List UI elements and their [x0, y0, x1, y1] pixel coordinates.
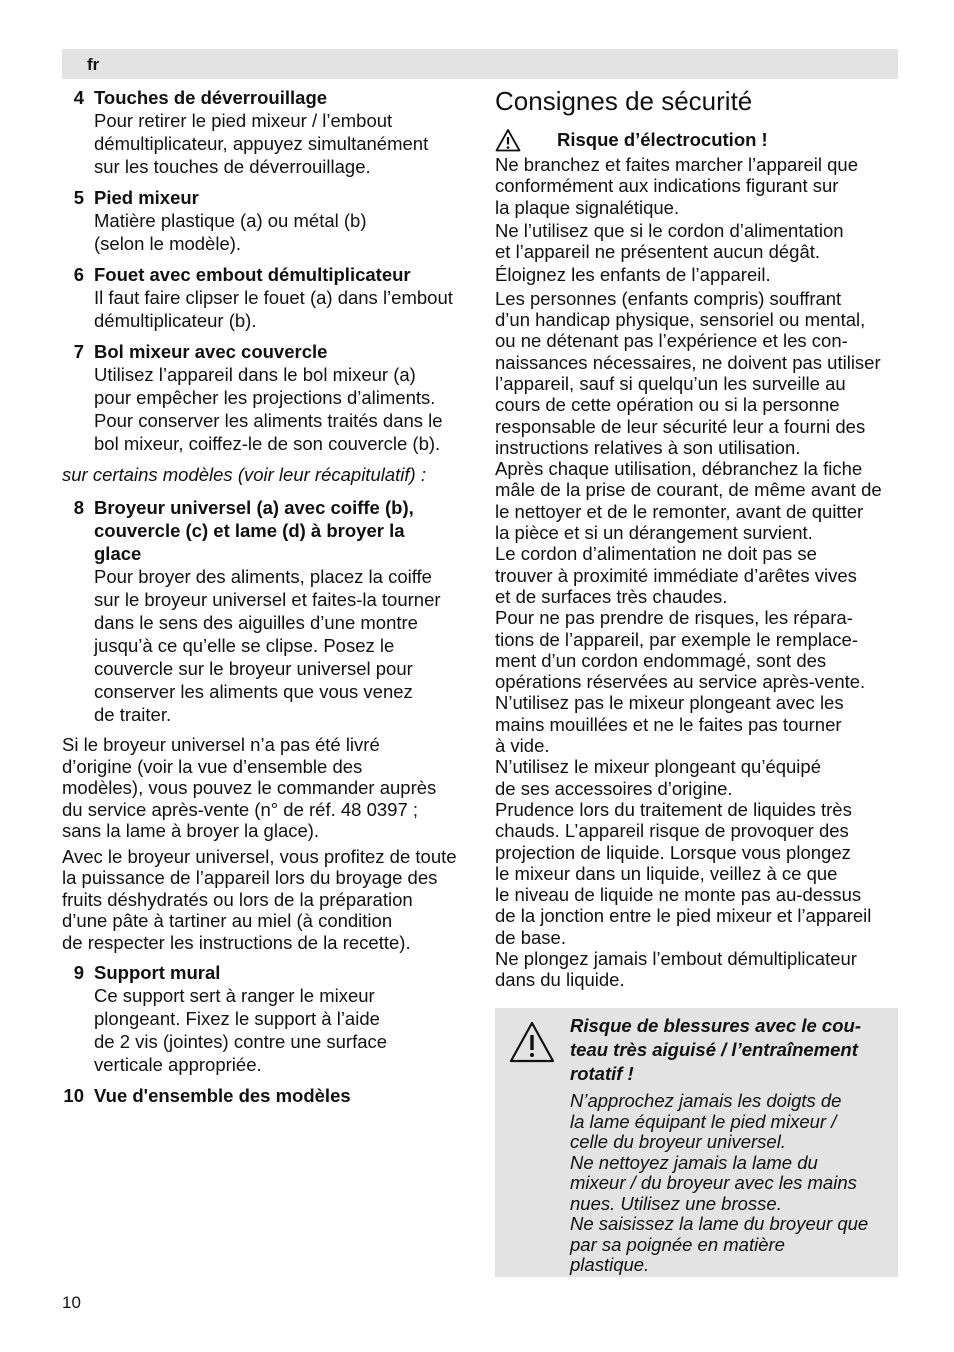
paragraph-line: d’un handicap physique, sensoriel ou mental, [495, 309, 866, 331]
paragraph-line: tions de l’appareil, par exemple le remplace- [495, 628, 858, 650]
paragraph-line: l’appareil, sauf si quelqu’un les surveille au [495, 372, 846, 394]
warning-title: Risque d’électrocution ! [557, 129, 768, 150]
item-title [94, 496, 414, 565]
item-title: Fouet avec embout démultiplicateur [94, 264, 411, 285]
paragraph-line: la plaque signalétique. [495, 196, 680, 218]
box-line: la lame équipant le pied mixeur / [570, 1110, 837, 1132]
box-title-line: rotatif ! [570, 1063, 634, 1084]
paragraph [495, 264, 898, 285]
paragraph-line: d’une pâte à tartiner au miel (à condition [62, 910, 393, 931]
language-code: fr [87, 55, 100, 74]
paragraph-line: le niveau de liquide ne monte pas au-dessus [495, 884, 862, 906]
left-column [62, 86, 470, 1115]
box-line: nues. Utilisez une brosse. [570, 1192, 782, 1214]
item-heading [62, 340, 470, 363]
item-list [62, 86, 470, 455]
paragraph [62, 846, 470, 954]
item-title: Bol mixeur avec couvercle [94, 341, 328, 362]
paragraph-line: fruits déshydratés ou lors de la préparation [62, 888, 413, 910]
list-item [62, 86, 470, 178]
item-title: Vue d'ensemble des modèles [94, 1085, 351, 1106]
item-title-line: couvercle (c) et lame (d) à broyer la [94, 520, 405, 541]
paragraph-line: ou ne détenant pas l’expérience et les con- [495, 330, 848, 352]
item-title: Touches de déverrouillage [94, 87, 328, 108]
paragraph-line: chauds. L’appareil risque de provoquer des [495, 820, 849, 842]
item-heading [62, 86, 470, 109]
box-line: par sa poignée en matière [570, 1233, 785, 1255]
item-line: jusqu’à ce qu’elle se clipse. Posez le [94, 635, 395, 656]
list-item [62, 961, 470, 1076]
item-title-line: glace [94, 543, 142, 564]
item-line: Matière plastique (a) ou métal (b) [94, 210, 367, 231]
list-item [62, 186, 470, 255]
paragraph-line: trouver à proximité immédiate d’arêtes vives [495, 564, 857, 586]
box-title-line: Risque de blessures avec le cou- [570, 1015, 861, 1036]
item-title: Support mural [94, 962, 221, 983]
paragraph-line: opérations réservées au service après-vente. [495, 671, 866, 693]
paragraph [495, 154, 898, 218]
paragraph-line: Le cordon d’alimentation ne doit pas se [495, 543, 817, 565]
paragraph-line: instructions relatives à son utilisation. [495, 436, 801, 458]
paragraph-line: et de surfaces très chaudes. [495, 585, 728, 607]
item-line: dans le sens des aiguilles d’une montre [94, 612, 418, 633]
box-line: celle du broyeur universel. [570, 1131, 786, 1152]
item-description [94, 209, 470, 255]
paragraph-line: Éloignez les enfants de l’appareil. [495, 264, 771, 286]
paragraph-line: conformément aux indications figurant sur [495, 175, 839, 197]
item-heading [62, 496, 470, 565]
item-title: Pied mixeur [94, 187, 199, 208]
item-line: Il faut faire clipser le fouet (a) dans l’embout [94, 287, 453, 308]
item-line: bol mixeur, coiffez-le de son couvercle (b). [94, 433, 441, 454]
item-line: Pour conserver les aliments traités dans le [94, 410, 443, 431]
paragraph-line: Ne l’utilisez que si le cordon d’alimentation [495, 219, 844, 241]
item-line: démultiplicateur (b). [94, 310, 257, 331]
paragraph-line: le mixeur dans un liquide, veillez à ce que [495, 862, 838, 884]
list-item [62, 496, 470, 726]
page-number: 10 [62, 1293, 81, 1312]
item-line: sur les touches de déverrouillage. [94, 156, 371, 177]
item-line: Pour retirer le pied mixeur / l’embout [94, 110, 393, 131]
blade-warning-text [570, 1014, 890, 1276]
item-number: 5 [73, 187, 84, 208]
item-line: démultiplicateur, appuyez simultanément [94, 133, 429, 154]
item-description [94, 109, 470, 178]
paragraph-line: N’utilisez pas le mixeur plongeant avec les [495, 692, 844, 714]
paragraph-line: de base. [495, 926, 566, 948]
blade-warning-title [570, 1014, 890, 1086]
item-heading [62, 263, 470, 286]
item-description [94, 286, 470, 332]
paragraph [495, 220, 898, 263]
paragraph-line: le nettoyer et de le remonter, avant de quitter [495, 500, 864, 522]
paragraph-line: de ses accessoires d’origine. [495, 777, 733, 799]
language-bar [62, 49, 898, 79]
list-item [62, 263, 470, 332]
paragraph-line: de respecter les instructions de la recette). [62, 931, 411, 953]
paragraph-line: naissances nécessaires, ne doivent pas utiliser [495, 351, 881, 373]
box-line: plastique. [570, 1254, 650, 1275]
paragraph-line: modèles), vous pouvez le commander auprès [62, 777, 437, 798]
item-line: de 2 vis (jointes) contre une surface [94, 1031, 388, 1052]
item-heading [62, 1084, 470, 1107]
paragraph-line: du service après-vente (n° de réf. 48 0397 ; [62, 798, 419, 820]
item-number: 4 [73, 87, 84, 108]
paragraph-line: mâle de la prise de courant, de même avant de [495, 479, 882, 501]
item-line: verticale appropriée. [94, 1054, 262, 1075]
safety-paragraphs [495, 154, 898, 991]
box-line: Ne nettoyez jamais la lame du [570, 1151, 818, 1173]
paragraph-line: N’utilisez le mixeur plongeant qu’équipé [495, 756, 821, 778]
paragraph-line: mains mouillées et ne le faites pas tourner [495, 713, 842, 735]
paragraph-line: à vide. [495, 735, 550, 757]
item-line: (selon le modèle). [94, 233, 242, 254]
item-8 [62, 496, 470, 726]
paragraph-line: Ne branchez et faites marcher l’appareil que [495, 154, 858, 175]
paragraph-line: d’origine (voir la vue d’ensemble des [62, 755, 363, 777]
list-item [62, 1084, 470, 1107]
item-description [94, 565, 470, 726]
box-line: Ne saisissez la lame du broyeur que [570, 1213, 869, 1234]
box-line: N’approchez jamais les doigts de [570, 1090, 842, 1111]
section-title: Consignes de sécurité [495, 86, 753, 116]
item-number: 10 [63, 1085, 84, 1106]
right-column [495, 86, 898, 993]
paragraph-line: ment d’un cordon endommagé, sont des [495, 649, 827, 671]
paragraph-line: cours de cette opération ou si la personne [495, 394, 840, 416]
item-line: couvercle sur le broyeur universel pour [94, 658, 413, 679]
item-number: 9 [73, 962, 84, 983]
left-paragraphs [62, 734, 470, 953]
blade-warning-body [570, 1091, 890, 1276]
item-line: sur le broyeur universel et faites-la tourner [94, 589, 441, 610]
item-heading [62, 961, 470, 984]
paragraph-line: et l’appareil ne présentent aucun dégât. [495, 241, 821, 263]
paragraph-line: Pour ne pas prendre de risques, les répara- [495, 607, 853, 629]
item-number: 6 [73, 264, 84, 285]
paragraph-line: la pièce et si un dérangement survient. [495, 522, 813, 544]
paragraph-line: Prudence lors du traitement de liquides très [495, 798, 852, 820]
models-note: sur certains modèles (voir leur récapitulatif) : [62, 464, 426, 485]
item-10 [62, 1084, 470, 1107]
item-heading [62, 186, 470, 209]
paragraph-line: la puissance de l’appareil lors du broyage des [62, 867, 438, 888]
box-title-line: teau très aiguisé / l’entraînement [570, 1039, 858, 1060]
paragraph-line: Si le broyeur universel n’a pas été livré [62, 734, 380, 755]
warning-icon [495, 128, 521, 152]
paragraph-line: dans du liquide. [495, 969, 625, 991]
item-title-line: Broyeur universel (a) avec coiffe (b), [94, 497, 414, 518]
warning-icon [508, 1020, 556, 1064]
box-line: mixeur / du broyeur avec les mains [570, 1172, 857, 1193]
item-number: 7 [73, 341, 84, 362]
item-9 [62, 961, 470, 1076]
electrocution-warning [495, 128, 898, 152]
list-item [62, 340, 470, 455]
item-line: de traiter. [94, 704, 172, 725]
blade-warning-box [495, 1008, 898, 1277]
paragraph-line: Ne plongez jamais l’embout démultiplicateur [495, 947, 857, 969]
paragraph [495, 288, 898, 991]
paragraph [62, 734, 470, 842]
paragraph-line: responsable de leur sécurité leur a fourni des [495, 415, 866, 437]
paragraph-line: Avec le broyeur universel, vous profitez de toute [62, 845, 457, 867]
paragraph-line: de la jonction entre le pied mixeur et l’appareil [495, 905, 872, 927]
item-line: Ce support sert à ranger le mixeur [94, 985, 375, 1006]
item-line: pour empêcher les projections d’aliments. [94, 387, 436, 408]
paragraph-line: sans la lame à broyer la glace). [62, 820, 320, 841]
paragraph-line: Après chaque utilisation, débranchez la fiche [495, 458, 863, 480]
item-line: Pour broyer des aliments, placez la coiffe [94, 566, 432, 587]
paragraph-line: projection de liquide. Lorsque vous plongez [495, 841, 851, 863]
item-line: conserver les aliments que vous venez [94, 681, 413, 702]
item-number: 8 [73, 497, 84, 518]
paragraph-line: Les personnes (enfants compris) souffrant [495, 287, 842, 309]
item-description [94, 984, 470, 1076]
item-line: plongeant. Fixez le support à l’aide [94, 1008, 380, 1029]
item-line: Utilisez l’appareil dans le bol mixeur (a) [94, 364, 416, 385]
item-description [94, 363, 470, 455]
